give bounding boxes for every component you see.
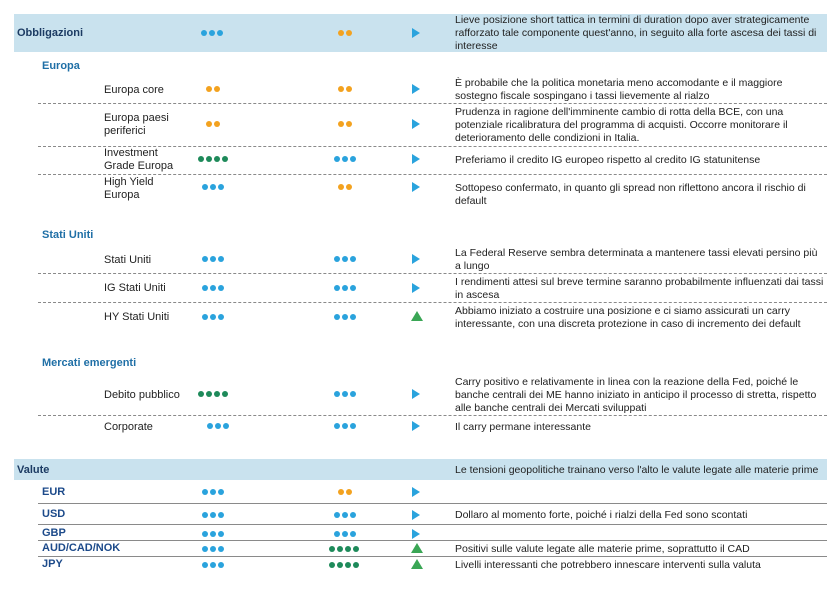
rating-2 — [334, 391, 356, 397]
row-label-ig-europa: Investment Grade Europa — [104, 147, 174, 172]
arrow-right-icon — [412, 510, 420, 520]
row-label-hy-stati-uniti: HY Stati Uniti — [104, 311, 170, 323]
bonds-header-label: Obbligazioni — [17, 27, 83, 39]
arrow-right-icon — [412, 529, 420, 539]
row-comment: I rendimenti attesi sul breve termine saranno probabilmente influenzati dai tassi in ascesa — [455, 276, 824, 301]
row-comment: La Federal Reserve sembra determinata a mantenere tassi elevati persino più a lungo — [455, 247, 818, 272]
section-title-us: Stati Uniti — [42, 229, 94, 241]
arrow-right-icon — [412, 487, 420, 497]
row-label-corporate: Corporate — [104, 421, 153, 433]
fx-label-usd: USD — [42, 508, 66, 520]
arrow-up-icon — [411, 543, 423, 553]
rating-1 — [202, 184, 224, 190]
rating-1 — [198, 391, 228, 397]
section-title-europe: Europa — [42, 60, 80, 72]
row-comment: Il carry permane interessante — [455, 421, 591, 433]
arrow-right-icon — [412, 389, 420, 399]
row-comment: Abbiamo iniziato a costruire una posizione e ci siamo assicurati un carry interessante, con una discreta protezione in caso di incremento dei default — [455, 305, 801, 330]
row-label-ig-stati-uniti: IG Stati Uniti — [104, 282, 166, 294]
rating-1 — [202, 489, 224, 495]
row-comment: Prudenza in ragione dell'imminente cambio di rotta della BCE, con una potenziale ricalibratura del programma di acquisti. Occorre monitorare il deterioramento delle condizioni in Italia. — [455, 106, 788, 144]
rating-2 — [334, 531, 356, 537]
divider — [38, 174, 827, 175]
rating-2 — [338, 184, 352, 190]
rating-1 — [202, 531, 224, 537]
rating-1 — [202, 314, 224, 320]
rating-1 — [198, 156, 228, 162]
divider — [38, 503, 827, 504]
row-comment: Dollaro al momento forte, poiché i rialzi della Fed sono scontati — [455, 509, 748, 521]
fx-header-comment: Le tensioni geopolitiche trainano verso l'alto le valute legate alle materie prime — [455, 464, 819, 476]
rating-1 — [206, 121, 220, 127]
row-comment: È probabile che la politica monetaria meno accomodante e il maggiore sostegno fiscale sospingano i tassi lievemente al rialzo — [455, 77, 783, 102]
fx-header-label: Valute — [17, 464, 50, 476]
divider — [38, 273, 827, 274]
rating-1 — [202, 562, 224, 568]
divider — [38, 302, 827, 303]
fx-label-aud-cad-nok: AUD/CAD/NOK — [42, 542, 121, 554]
bonds-header-rating-1 — [201, 30, 223, 36]
row-label-europa-periferici: Europa paesi periferici — [104, 112, 169, 137]
section-title-em: Mercati emergenti — [42, 357, 137, 369]
rating-1 — [202, 256, 224, 262]
arrow-right-icon — [412, 28, 420, 38]
fx-label-eur: EUR — [42, 486, 66, 498]
rating-2 — [334, 256, 356, 262]
row-comment: Positivi sulle valute legate alle materie prime, soprattutto il CAD — [455, 543, 750, 555]
divider — [38, 415, 827, 416]
arrow-right-icon — [412, 254, 420, 264]
arrow-up-icon — [411, 311, 423, 321]
rating-2 — [334, 314, 356, 320]
rating-2 — [338, 86, 352, 92]
arrow-right-icon — [412, 119, 420, 129]
rating-2 — [338, 121, 352, 127]
divider — [38, 556, 827, 557]
row-comment: Preferiamo il credito IG europeo rispetto al credito IG statunitense — [455, 154, 761, 166]
rating-2 — [334, 156, 356, 162]
rating-2 — [334, 423, 356, 429]
divider — [38, 103, 827, 104]
arrow-right-icon — [412, 182, 420, 192]
row-comment: Carry positivo e relativamente in linea con la reazione della Fed, poiché le banche centrali dei ME hanno iniziato in anticipo il processo di stretta, rispetto alle banche centrali dei Mercati sviluppati — [455, 376, 817, 414]
rating-2 — [334, 512, 356, 518]
rating-1 — [207, 423, 229, 429]
fx-label-gbp: GBP — [42, 527, 66, 539]
row-label-europa-core: Europa core — [104, 84, 164, 96]
bonds-header-comment: Lieve posizione short tattica in termini di duration dopo aver strategicamente rafforzato tale componente quest'anno, in seguito alla forte ascesa dei tassi di interesse — [455, 14, 817, 52]
rating-2 — [329, 546, 359, 552]
divider — [38, 524, 827, 525]
arrow-right-icon — [412, 84, 420, 94]
rating-1 — [206, 86, 220, 92]
row-label-stati-uniti: Stati Uniti — [104, 254, 152, 266]
row-comment: Sottopeso confermato, in quanto gli spread non riflettono ancora il rischio di default — [455, 182, 806, 207]
rating-2 — [329, 562, 359, 568]
row-label-debito-pubblico: Debito pubblico — [104, 389, 180, 401]
arrow-right-icon — [412, 154, 420, 164]
rating-1 — [202, 512, 224, 518]
rating-2 — [338, 489, 352, 495]
row-comment: Livelli interessanti che potrebbero innescare interventi sulla valuta — [455, 559, 761, 571]
arrow-right-icon — [412, 421, 420, 431]
fx-label-jpy: JPY — [42, 558, 63, 570]
bonds-header-rating-2 — [338, 30, 352, 36]
rating-1 — [202, 546, 224, 552]
divider — [38, 540, 827, 541]
arrow-up-icon — [411, 559, 423, 569]
rating-2 — [334, 285, 356, 291]
rating-1 — [202, 285, 224, 291]
arrow-right-icon — [412, 283, 420, 293]
row-label-hy-europa: High Yield Europa — [104, 176, 154, 201]
